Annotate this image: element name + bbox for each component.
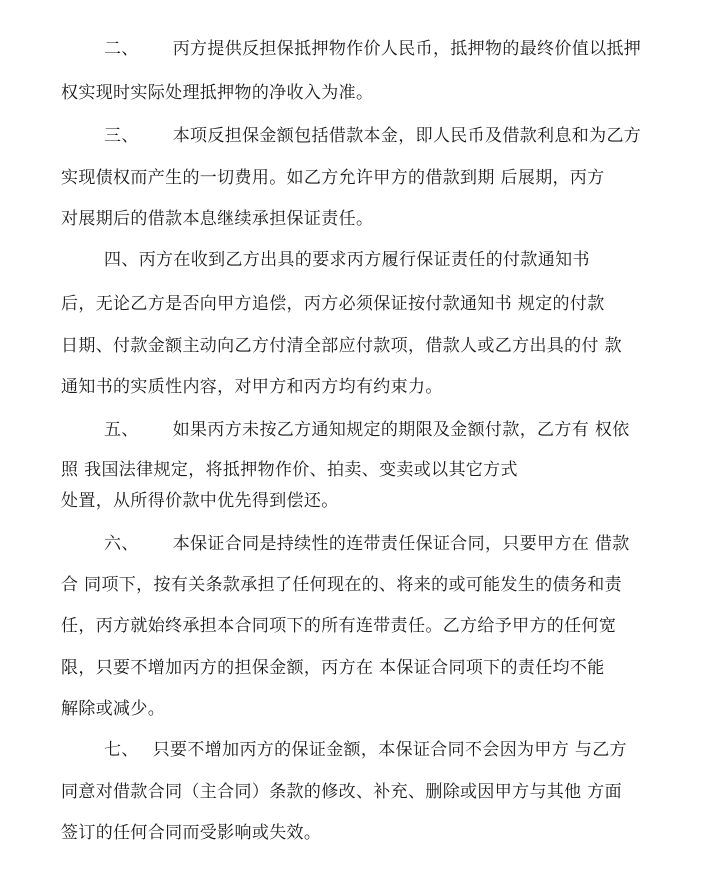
clause-3-line-1 xyxy=(104,124,661,148)
clause-3-line-3 xyxy=(61,207,661,231)
clause-5-text-1: 如果丙方未按乙方通知规定的期限及金额付款，乙方有 权依 xyxy=(172,420,630,440)
clause-5-line-1 xyxy=(104,418,661,442)
clause-4-line-2 xyxy=(61,292,661,316)
clause-6-line-2 xyxy=(61,573,661,597)
clause-3-text-3: 对展期后的借款本息继续承担保证责任。 xyxy=(61,209,374,229)
clause-6-text-2: 合 同项下，按有关条款承担了任何现在的、将来的或可能发生的债务和责 xyxy=(61,575,622,595)
clause-3-text-2: 实现债权而产生的一切费用。如乙方允许甲方的借款到期 后展期，丙方 xyxy=(61,168,605,188)
clause-5-text-2: 照 我国法律规定，将抵押物作价、拍卖、变卖或以其它方式 xyxy=(61,460,518,480)
clause-6-text-5: 解除或减少。 xyxy=(61,699,166,719)
clause-4-text-1: 丙方在收到乙方出具的要求丙方履行保证责任的付款通知书 xyxy=(138,250,590,270)
clause-4-line-3 xyxy=(61,334,661,358)
clause-5-text-3: 处置，从所得价款中优先得到偿还。 xyxy=(61,491,339,511)
clause-7-text-1: 只要不增加丙方的保证金额，本保证合同不会因为甲方 与乙方 xyxy=(152,740,627,760)
clause-6-line-3 xyxy=(61,614,661,638)
clause-3-text-1: 本项反担保金额包括借款本金，即人民币及借款利息和为乙方 xyxy=(172,126,642,146)
clause-2-line-2 xyxy=(61,81,661,105)
clause-2-number: 二、 xyxy=(104,39,139,59)
clause-2-text-2: 权实现时实际处理抵押物的净收入为准。 xyxy=(61,83,374,103)
clause-5-line-3 xyxy=(61,489,661,513)
clause-4-line-4 xyxy=(61,375,661,399)
clause-6-text-4: 限，只要不增加丙方的担保金额，丙方在 本保证合同项下的责任均不能 xyxy=(61,658,605,678)
clause-6-line-4 xyxy=(61,656,661,680)
clause-4-line-1 xyxy=(104,248,661,272)
clause-6-line-1 xyxy=(104,532,661,556)
clause-7-line-2 xyxy=(61,780,661,804)
clause-4-text-2: 后，无论乙方是否向甲方追偿，丙方必须保证按付款通知书 规定的付款 xyxy=(61,294,605,314)
clause-2-line-1 xyxy=(104,37,661,61)
clause-4-number: 四、 xyxy=(104,250,139,270)
clause-7-number: 七、 xyxy=(104,740,139,760)
clause-6-text-3: 任，丙方就始终承担本合同项下的所有连带责任。乙方给予甲方的任何宽 xyxy=(61,616,617,636)
clause-3-line-2 xyxy=(61,166,661,190)
clause-7-line-3 xyxy=(61,821,661,845)
clause-7-text-3: 签订的任何合同而受影响或失效。 xyxy=(61,823,322,843)
clause-2-text-1: 丙方提供反担保抵押物作价人民币，抵押物的最终价值以抵押 xyxy=(172,39,642,59)
clause-4-text-3: 日期、付款金额主动向乙方付清全部应付款项，借款人或乙方出具的付 款 xyxy=(61,336,622,356)
clause-7-line-1 xyxy=(104,738,661,762)
clause-5-line-2 xyxy=(61,458,661,482)
clause-6-text-1: 本保证合同是持续性的连带责任保证合同，只要甲方在 借款 xyxy=(172,534,630,554)
clause-6-number: 六、 xyxy=(104,534,139,554)
clause-7-text-2: 同意对借款合同（主合同）条款的修改、补充、删除或因甲方与其他 方面 xyxy=(61,782,622,802)
clause-3-number: 三、 xyxy=(104,126,139,146)
clause-4-text-4: 通知书的实质性内容，对甲方和丙方均有约束力。 xyxy=(61,377,443,397)
clause-5-number: 五、 xyxy=(104,420,139,440)
clause-6-line-5 xyxy=(61,697,661,721)
